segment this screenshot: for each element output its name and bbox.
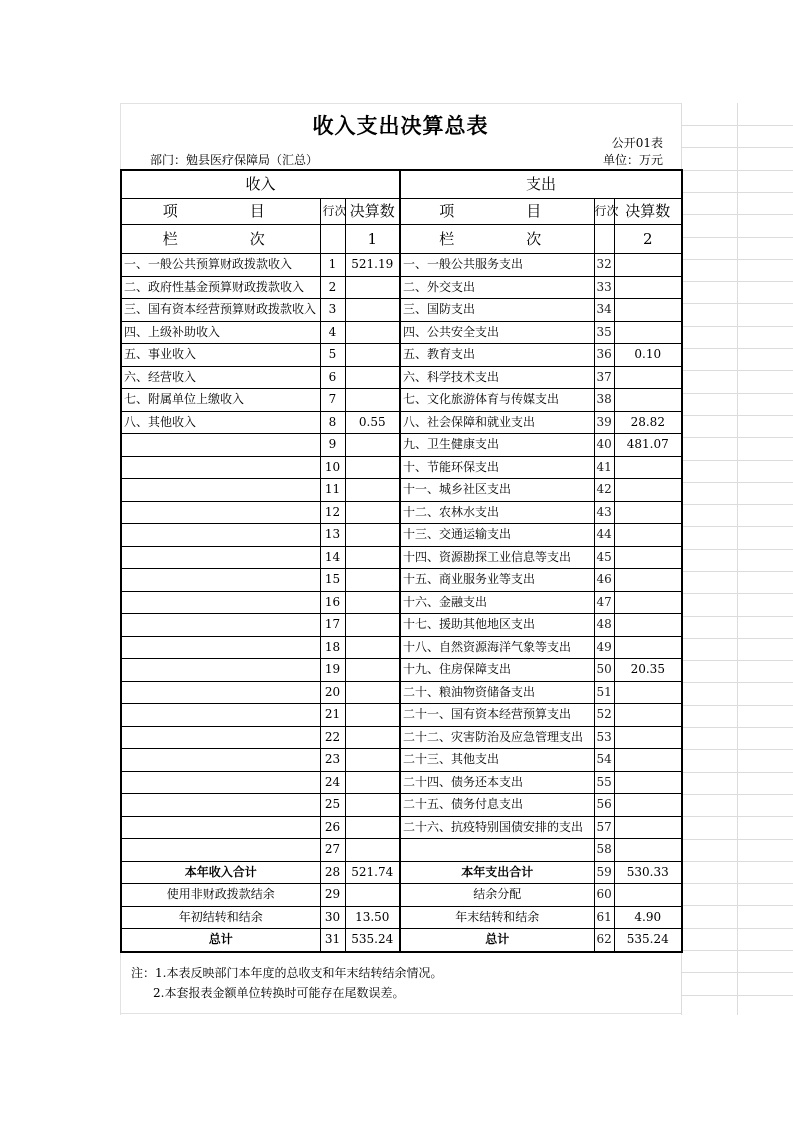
income-amount: [345, 636, 400, 659]
grid-line: [681, 749, 793, 750]
table-row: [121, 726, 682, 749]
income-column-blank: [320, 225, 345, 254]
expense-item-label: 二十六、抗疫特别国债安排的支出: [400, 816, 594, 839]
income-summary-line-no: 28: [320, 861, 345, 884]
income-amount: [345, 524, 400, 547]
income-line-no: 10: [320, 456, 345, 479]
expense-line-no: 36: [594, 344, 614, 367]
income-column-label: 栏 次: [121, 225, 320, 254]
income-amount: [345, 546, 400, 569]
unit-label: 单位：万元: [602, 153, 663, 167]
table-row: [121, 771, 682, 794]
income-item-label: 三、国有资本经营预算财政拨款收入: [121, 299, 320, 322]
expense-amount: [614, 749, 682, 772]
expense-summary-label: 总计: [400, 929, 594, 952]
expense-item-label: 十四、资源勘探工业信息等支出: [400, 546, 594, 569]
income-line-no: 2: [320, 276, 345, 299]
income-amount: [345, 344, 400, 367]
income-line-no: 17: [320, 614, 345, 637]
grid-line: [681, 526, 793, 527]
expense-summary-label: 本年支出合计: [400, 861, 594, 884]
grid-line: [681, 170, 793, 171]
table-row: [121, 839, 682, 862]
grid-line: [681, 303, 793, 304]
expense-item-label: 十三、交通运输支出: [400, 524, 594, 547]
expense-line-no-header: 行次: [594, 199, 614, 225]
expense-amount: [614, 726, 682, 749]
income-summary-label: 年初结转和结余: [121, 906, 320, 929]
income-item-label: [121, 771, 320, 794]
grid-line: [681, 147, 793, 148]
grid-line: [737, 103, 738, 1015]
expense-line-no: 37: [594, 366, 614, 389]
income-item-label: [121, 569, 320, 592]
table-row: [121, 501, 682, 524]
expense-line-no: 49: [594, 636, 614, 659]
expense-line-no: 41: [594, 456, 614, 479]
income-summary-label: 使用非财政拨款结余: [121, 884, 320, 907]
table-row: [121, 704, 682, 727]
expense-line-no: 51: [594, 681, 614, 704]
expense-summary-amount: 530.33: [614, 861, 682, 884]
expense-item-label: 十六、金融支出: [400, 591, 594, 614]
grid-line: [681, 883, 793, 884]
expense-amount-header: 决算数: [614, 199, 682, 225]
income-amount-header: 决算数: [345, 199, 400, 225]
expense-line-no: 57: [594, 816, 614, 839]
income-line-no: 12: [320, 501, 345, 524]
income-amount: 0.55: [345, 411, 400, 434]
income-amount: [345, 456, 400, 479]
summary-row: [121, 929, 682, 952]
income-item-label: [121, 816, 320, 839]
expense-amount: [614, 366, 682, 389]
expense-item-label: 八、社会保障和就业支出: [400, 411, 594, 434]
expense-amount: [614, 794, 682, 817]
income-header: 收入: [121, 170, 400, 199]
expense-item-label: 二十五、债务付息支出: [400, 794, 594, 817]
expense-amount: 0.10: [614, 344, 682, 367]
income-line-no: 27: [320, 839, 345, 862]
expense-line-no: 53: [594, 726, 614, 749]
form-code: 公开01表: [611, 136, 663, 150]
expense-line-no: 43: [594, 501, 614, 524]
income-line-no: 20: [320, 681, 345, 704]
income-amount: [345, 614, 400, 637]
expense-amount: [614, 681, 682, 704]
expense-line-no: 48: [594, 614, 614, 637]
table-row: [121, 456, 682, 479]
grid-line: [681, 437, 793, 438]
expense-amount: [614, 569, 682, 592]
income-item-label: 二、政府性基金预算财政拨款收入: [121, 276, 320, 299]
expense-item-label: 二、外交支出: [400, 276, 594, 299]
income-item-label: [121, 726, 320, 749]
expense-item-label: 二十一、国有资本经营预算支出: [400, 704, 594, 727]
income-amount: [345, 659, 400, 682]
expense-summary-line-no: 60: [594, 884, 614, 907]
expense-item-label: 十九、住房保障支出: [400, 659, 594, 682]
expense-summary-label: 年末结转和结余: [400, 906, 594, 929]
expense-line-no: 55: [594, 771, 614, 794]
expense-amount: 481.07: [614, 434, 682, 457]
expense-amount: [614, 704, 682, 727]
grid-line: [681, 772, 793, 773]
income-amount: [345, 276, 400, 299]
grid-line: [681, 950, 793, 951]
income-summary-label: 本年收入合计: [121, 861, 320, 884]
expense-amount: [614, 479, 682, 502]
income-item-header: 项 目: [121, 199, 320, 225]
income-line-no: 13: [320, 524, 345, 547]
grid-line: [681, 549, 793, 550]
table-row: [121, 659, 682, 682]
expense-amount: [614, 839, 682, 862]
expense-item-label: 九、卫生健康支出: [400, 434, 594, 457]
header-row-columns: [121, 199, 682, 225]
table-row: [121, 591, 682, 614]
grid-line: [681, 259, 793, 260]
expense-summary-amount: 535.24: [614, 929, 682, 952]
grid-line: [681, 682, 793, 683]
expense-amount: [614, 254, 682, 277]
table-row: [121, 411, 682, 434]
income-amount: [345, 816, 400, 839]
income-line-no: 18: [320, 636, 345, 659]
income-line-no: 24: [320, 771, 345, 794]
expense-line-no: 42: [594, 479, 614, 502]
income-line-no: 5: [320, 344, 345, 367]
income-item-label: 六、经营收入: [121, 366, 320, 389]
income-line-no-header: 行次: [320, 199, 345, 225]
grid-line: [681, 393, 793, 394]
expense-header: 支出: [400, 170, 682, 199]
table-row: [121, 569, 682, 592]
expense-line-no: 35: [594, 321, 614, 344]
expense-summary-amount: 4.90: [614, 906, 682, 929]
income-summary-line-no: 31: [320, 929, 345, 952]
income-summary-amount: 535.24: [345, 929, 400, 952]
income-amount: [345, 839, 400, 862]
expense-amount: [614, 299, 682, 322]
expense-amount: 28.82: [614, 411, 682, 434]
income-amount: [345, 591, 400, 614]
grid-line: [681, 928, 793, 929]
grid-line: [681, 727, 793, 728]
expense-item-label: 十八、自然资源海洋气象等支出: [400, 636, 594, 659]
income-line-no: 7: [320, 389, 345, 412]
income-item-label: 八、其他收入: [121, 411, 320, 434]
expense-column-no: 2: [614, 225, 682, 254]
expense-item-label: 二十四、债务还本支出: [400, 771, 594, 794]
income-item-label: 四、上级补助收入: [121, 321, 320, 344]
grid-line: [681, 638, 793, 639]
income-line-no: 4: [320, 321, 345, 344]
income-item-label: [121, 749, 320, 772]
budget-summary-table: [120, 169, 683, 953]
income-amount: [345, 771, 400, 794]
header-row-section: [121, 170, 682, 199]
income-summary-amount: [345, 884, 400, 907]
income-summary-line-no: 30: [320, 906, 345, 929]
income-line-no: 3: [320, 299, 345, 322]
grid-line: [681, 571, 793, 572]
footnote-1: 注：1.本表反映部门本年度的总收支和年末结转结余情况。: [131, 966, 443, 980]
income-line-no: 25: [320, 794, 345, 817]
expense-amount: [614, 456, 682, 479]
table-row: [121, 344, 682, 367]
income-amount: [345, 704, 400, 727]
expense-line-no: 38: [594, 389, 614, 412]
expense-item-label: 一、一般公共服务支出: [400, 254, 594, 277]
expense-item-label: 十五、商业服务业等支出: [400, 569, 594, 592]
expense-line-no: 50: [594, 659, 614, 682]
table-row: [121, 524, 682, 547]
expense-item-label: 十二、农林水支出: [400, 501, 594, 524]
grid-line: [681, 839, 793, 840]
grid-line: [681, 125, 793, 126]
grid-line: [681, 237, 793, 238]
expense-summary-line-no: 62: [594, 929, 614, 952]
table-row: [121, 321, 682, 344]
income-summary-line-no: 29: [320, 884, 345, 907]
grid-line: [681, 482, 793, 483]
grid-line: [681, 370, 793, 371]
table-row: [121, 479, 682, 502]
expense-line-no: 33: [594, 276, 614, 299]
expense-amount: [614, 276, 682, 299]
expense-column-label: 栏 次: [400, 225, 594, 254]
expense-line-no: 45: [594, 546, 614, 569]
expense-amount: [614, 591, 682, 614]
expense-line-no: 32: [594, 254, 614, 277]
income-amount: [345, 569, 400, 592]
income-line-no: 1: [320, 254, 345, 277]
table-row: [121, 636, 682, 659]
grid-line: [681, 905, 793, 906]
expense-amount: [614, 546, 682, 569]
income-item-label: 一、一般公共预算财政拨款收入: [121, 254, 320, 277]
income-item-label: [121, 704, 320, 727]
grid-line: [681, 861, 793, 862]
income-item-label: [121, 591, 320, 614]
department-label: 部门：勉县医疗保障局（汇总）: [150, 153, 319, 167]
expense-summary-label: 结余分配: [400, 884, 594, 907]
expense-item-label: 十、节能环保支出: [400, 456, 594, 479]
expense-item-header: 项 目: [400, 199, 594, 225]
grid-line: [681, 326, 793, 327]
grid-line: [681, 214, 793, 215]
footnotes: [131, 963, 442, 1003]
income-amount: [345, 749, 400, 772]
grid-line: [681, 504, 793, 505]
expense-amount: [614, 501, 682, 524]
income-item-label: [121, 681, 320, 704]
income-line-no: 8: [320, 411, 345, 434]
income-item-label: [121, 659, 320, 682]
income-line-no: 14: [320, 546, 345, 569]
income-line-no: 22: [320, 726, 345, 749]
expense-item-label: 四、公共安全支出: [400, 321, 594, 344]
income-item-label: [121, 501, 320, 524]
income-line-no: 6: [320, 366, 345, 389]
income-amount: [345, 726, 400, 749]
grid-line: [681, 460, 793, 461]
grid-line: [681, 348, 793, 349]
expense-column-blank: [594, 225, 614, 254]
income-item-label: [121, 614, 320, 637]
grid-line: [681, 794, 793, 795]
expense-amount: [614, 614, 682, 637]
table-row: [121, 299, 682, 322]
summary-row: [121, 884, 682, 907]
expense-line-no: 34: [594, 299, 614, 322]
income-amount: [345, 794, 400, 817]
expense-item-label: 二十二、灾害防治及应急管理支出: [400, 726, 594, 749]
expense-item-label: 十七、援助其他地区支出: [400, 614, 594, 637]
income-amount: [345, 681, 400, 704]
income-amount: [345, 321, 400, 344]
expense-item-label: 二十三、其他支出: [400, 749, 594, 772]
expense-item-label: [400, 839, 594, 862]
sheet-border-bottom: [120, 1013, 681, 1014]
income-item-label: [121, 546, 320, 569]
grid-line: [681, 593, 793, 594]
expense-line-no: 44: [594, 524, 614, 547]
income-summary-amount: 521.74: [345, 861, 400, 884]
income-item-label: 五、事业收入: [121, 344, 320, 367]
grid-line: [681, 616, 793, 617]
grid-line: [681, 281, 793, 282]
table-row: [121, 546, 682, 569]
grid-line: [681, 660, 793, 661]
income-line-no: 21: [320, 704, 345, 727]
table-row: [121, 794, 682, 817]
income-summary-label: 总计: [121, 929, 320, 952]
income-amount: 521.19: [345, 254, 400, 277]
expense-summary-line-no: 61: [594, 906, 614, 929]
table-row: [121, 614, 682, 637]
income-item-label: [121, 479, 320, 502]
expense-line-no: 54: [594, 749, 614, 772]
expense-line-no: 58: [594, 839, 614, 862]
income-item-label: [121, 636, 320, 659]
summary-row: [121, 906, 682, 929]
table-row: [121, 816, 682, 839]
expense-summary-line-no: 59: [594, 861, 614, 884]
income-amount: [345, 389, 400, 412]
table-row: [121, 749, 682, 772]
expense-item-label: 五、教育支出: [400, 344, 594, 367]
footnote-2: 2.本套报表金额单位转换时可能存在尾数误差。: [153, 986, 405, 1000]
income-item-label: [121, 456, 320, 479]
sheet-border-top: [120, 103, 681, 104]
income-item-label: [121, 794, 320, 817]
income-amount: [345, 366, 400, 389]
income-line-no: 23: [320, 749, 345, 772]
grid-line: [681, 816, 793, 817]
expense-line-no: 40: [594, 434, 614, 457]
grid-line: [681, 192, 793, 193]
expense-amount: [614, 636, 682, 659]
table-row: [121, 389, 682, 412]
expense-line-no: 39: [594, 411, 614, 434]
grid-line: [681, 972, 793, 973]
income-item-label: [121, 524, 320, 547]
income-summary-amount: 13.50: [345, 906, 400, 929]
grid-line: [681, 415, 793, 416]
table-row: [121, 366, 682, 389]
expense-amount: 20.35: [614, 659, 682, 682]
expense-item-label: 三、国防支出: [400, 299, 594, 322]
expense-item-label: 十一、城乡社区支出: [400, 479, 594, 502]
income-amount: [345, 479, 400, 502]
grid-line: [681, 705, 793, 706]
table-row: [121, 434, 682, 457]
expense-amount: [614, 771, 682, 794]
header-row-column-index: [121, 225, 682, 254]
income-line-no: 15: [320, 569, 345, 592]
income-line-no: 11: [320, 479, 345, 502]
page-title: 收入支出决算总表: [312, 113, 489, 138]
expense-line-no: 52: [594, 704, 614, 727]
income-item-label: 七、附属单位上缴收入: [121, 389, 320, 412]
expense-line-no: 46: [594, 569, 614, 592]
expense-line-no: 56: [594, 794, 614, 817]
table-row: [121, 681, 682, 704]
income-line-no: 16: [320, 591, 345, 614]
income-line-no: 19: [320, 659, 345, 682]
expense-item-label: 六、科学技术支出: [400, 366, 594, 389]
expense-item-label: 七、文化旅游体育与传媒支出: [400, 389, 594, 412]
summary-row: [121, 861, 682, 884]
expense-line-no: 47: [594, 591, 614, 614]
income-amount: [345, 434, 400, 457]
income-amount: [345, 299, 400, 322]
table-row: [121, 276, 682, 299]
expense-amount: [614, 816, 682, 839]
expense-amount: [614, 524, 682, 547]
grid-line: [681, 995, 793, 996]
income-line-no: 9: [320, 434, 345, 457]
income-item-label: [121, 434, 320, 457]
income-column-no: 1: [345, 225, 400, 254]
expense-summary-amount: [614, 884, 682, 907]
expense-amount: [614, 389, 682, 412]
income-amount: [345, 501, 400, 524]
expense-item-label: 二十、粮油物资储备支出: [400, 681, 594, 704]
expense-amount: [614, 321, 682, 344]
income-item-label: [121, 839, 320, 862]
income-line-no: 26: [320, 816, 345, 839]
table-row: [121, 254, 682, 277]
